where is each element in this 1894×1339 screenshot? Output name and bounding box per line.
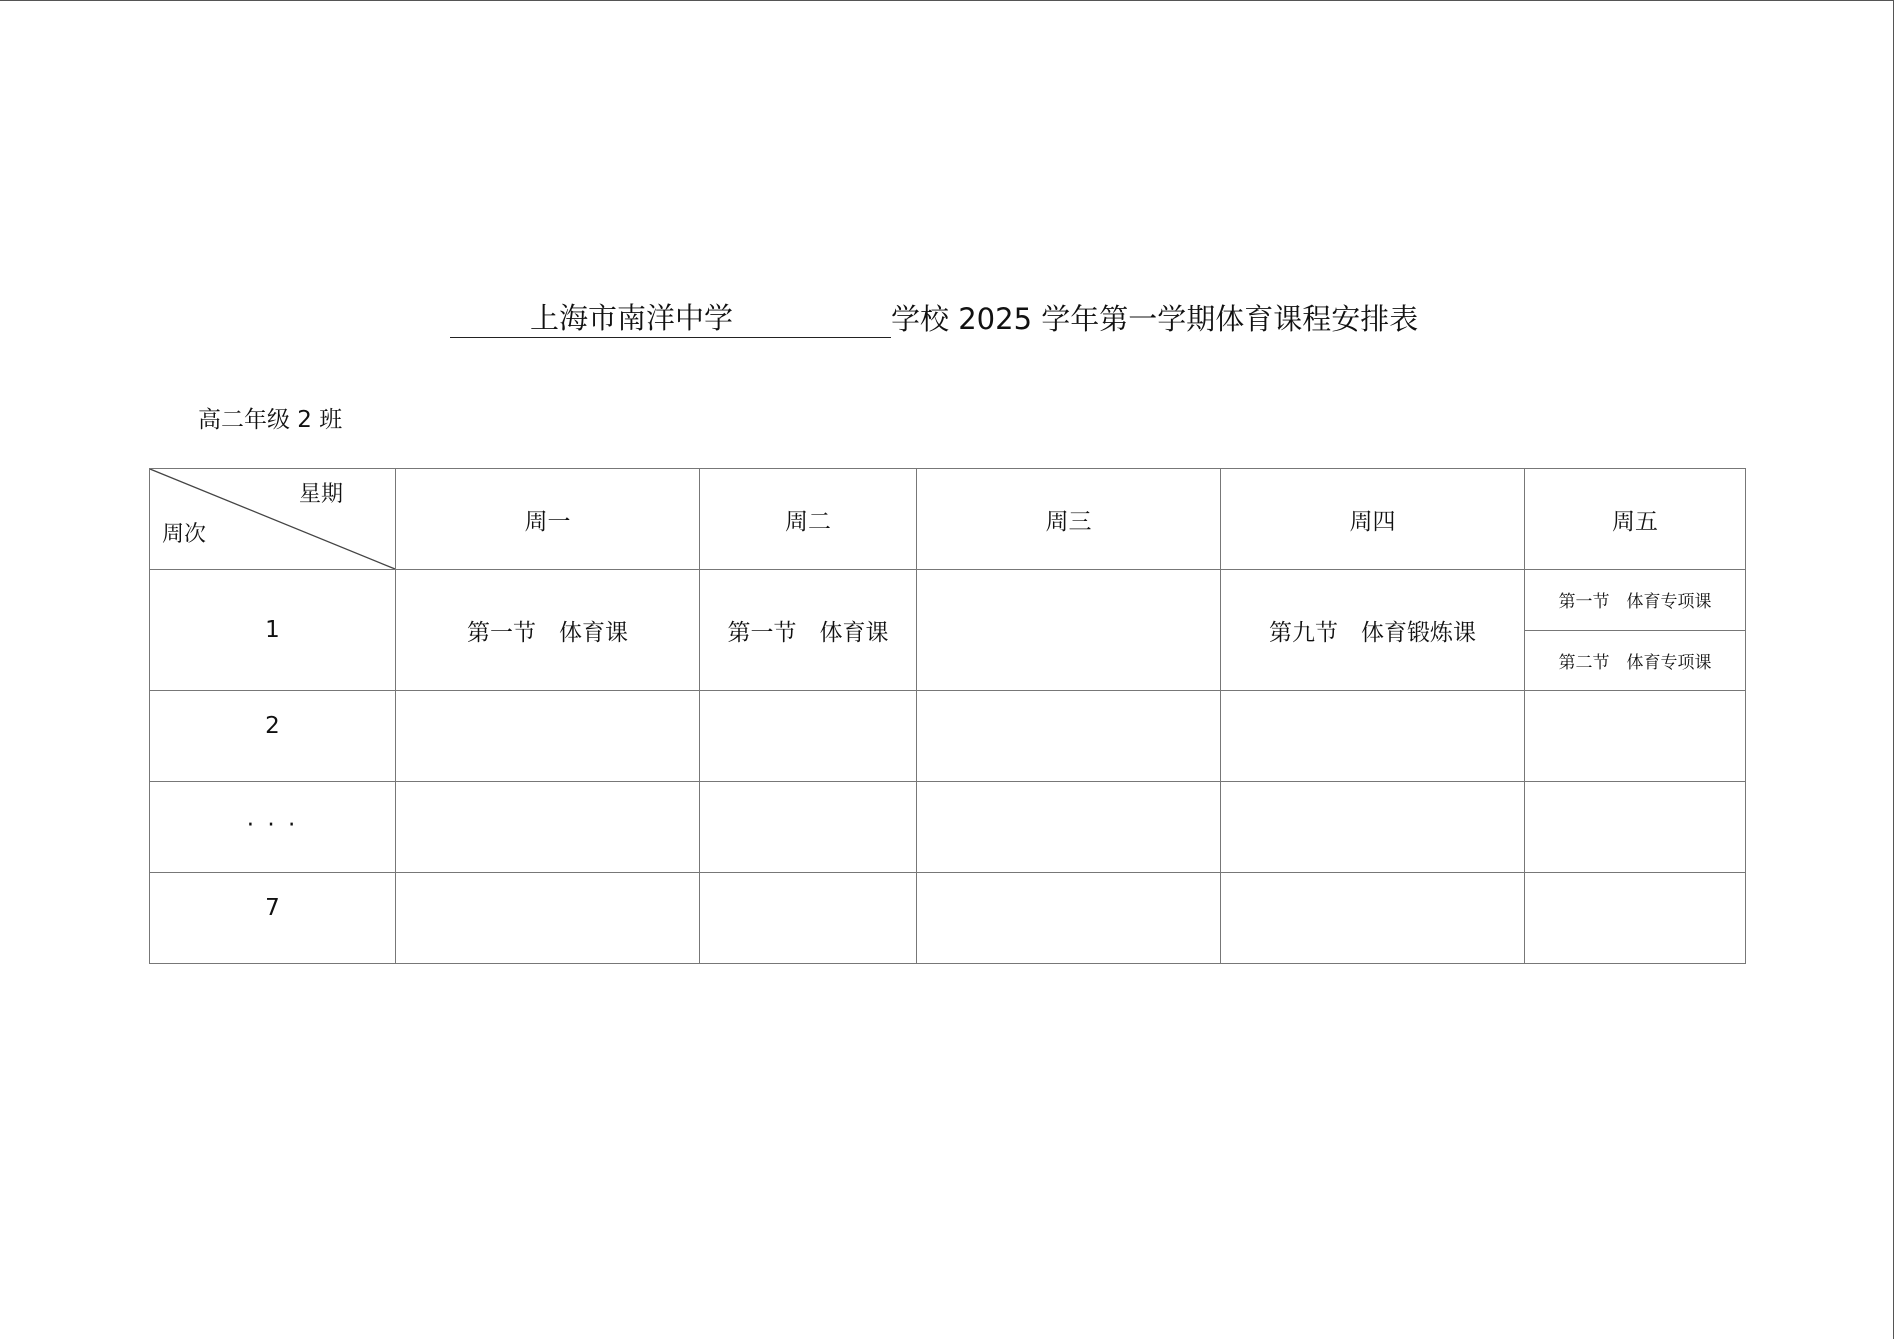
day-header-thu: 周四: [1221, 469, 1525, 570]
wed-cell: [917, 873, 1221, 964]
tue-cell: [700, 782, 917, 873]
fri-cell: [1525, 691, 1746, 782]
mon-cell: [396, 782, 700, 873]
thu-cell: [1221, 691, 1525, 782]
header-row: [150, 469, 1746, 570]
tue-cell: [700, 873, 917, 964]
mon-cell: [396, 691, 700, 782]
table-row: [150, 873, 1746, 964]
thu-cell: [1221, 782, 1525, 873]
document-title: [450, 296, 1418, 338]
table-row: [150, 691, 1746, 782]
week-number-cell: 1: [150, 570, 396, 691]
school-name-blank: 上海市南洋中学: [450, 299, 891, 338]
page-border-top: [0, 0, 1894, 1]
fri-cell: [1525, 570, 1746, 691]
week-number-cell: 7: [150, 873, 396, 964]
table-row: [150, 570, 1746, 691]
wed-cell: [917, 782, 1221, 873]
wed-cell: [917, 570, 1221, 691]
week-number-cell: 2: [150, 691, 396, 782]
fri-cell: [1525, 782, 1746, 873]
thu-cell: [1221, 873, 1525, 964]
corner-week-label: 周次: [162, 522, 207, 547]
thu-cell: 第九节 体育锻炼课: [1221, 570, 1525, 691]
tue-cell: 第一节 体育课: [700, 570, 917, 691]
week-number-cell: · · ·: [150, 782, 396, 873]
day-header-mon: 周一: [396, 469, 700, 570]
fri-period-2: 第二节 体育专项课: [1558, 652, 1712, 673]
day-header-wed: 周三: [917, 469, 1221, 570]
class-label: 高二年级 2 班: [198, 407, 343, 433]
table-row: [150, 782, 1746, 873]
mon-cell: 第一节 体育课: [396, 570, 700, 691]
corner-weekday-label: 星期: [298, 482, 343, 507]
mon-cell: [396, 873, 700, 964]
tue-cell: [700, 691, 917, 782]
title-text: 学校 2025 学年第一学期体育课程安排表: [891, 302, 1419, 336]
pe-schedule-table: [149, 468, 1746, 964]
fri-cell: [1525, 873, 1746, 964]
day-header-fri: 周五: [1525, 469, 1746, 570]
fri-split-cell: [1525, 570, 1745, 690]
corner-header-cell: [150, 469, 396, 570]
wed-cell: [917, 691, 1221, 782]
fri-period-1: 第一节 体育专项课: [1525, 570, 1745, 631]
day-header-tue: 周二: [700, 469, 917, 570]
